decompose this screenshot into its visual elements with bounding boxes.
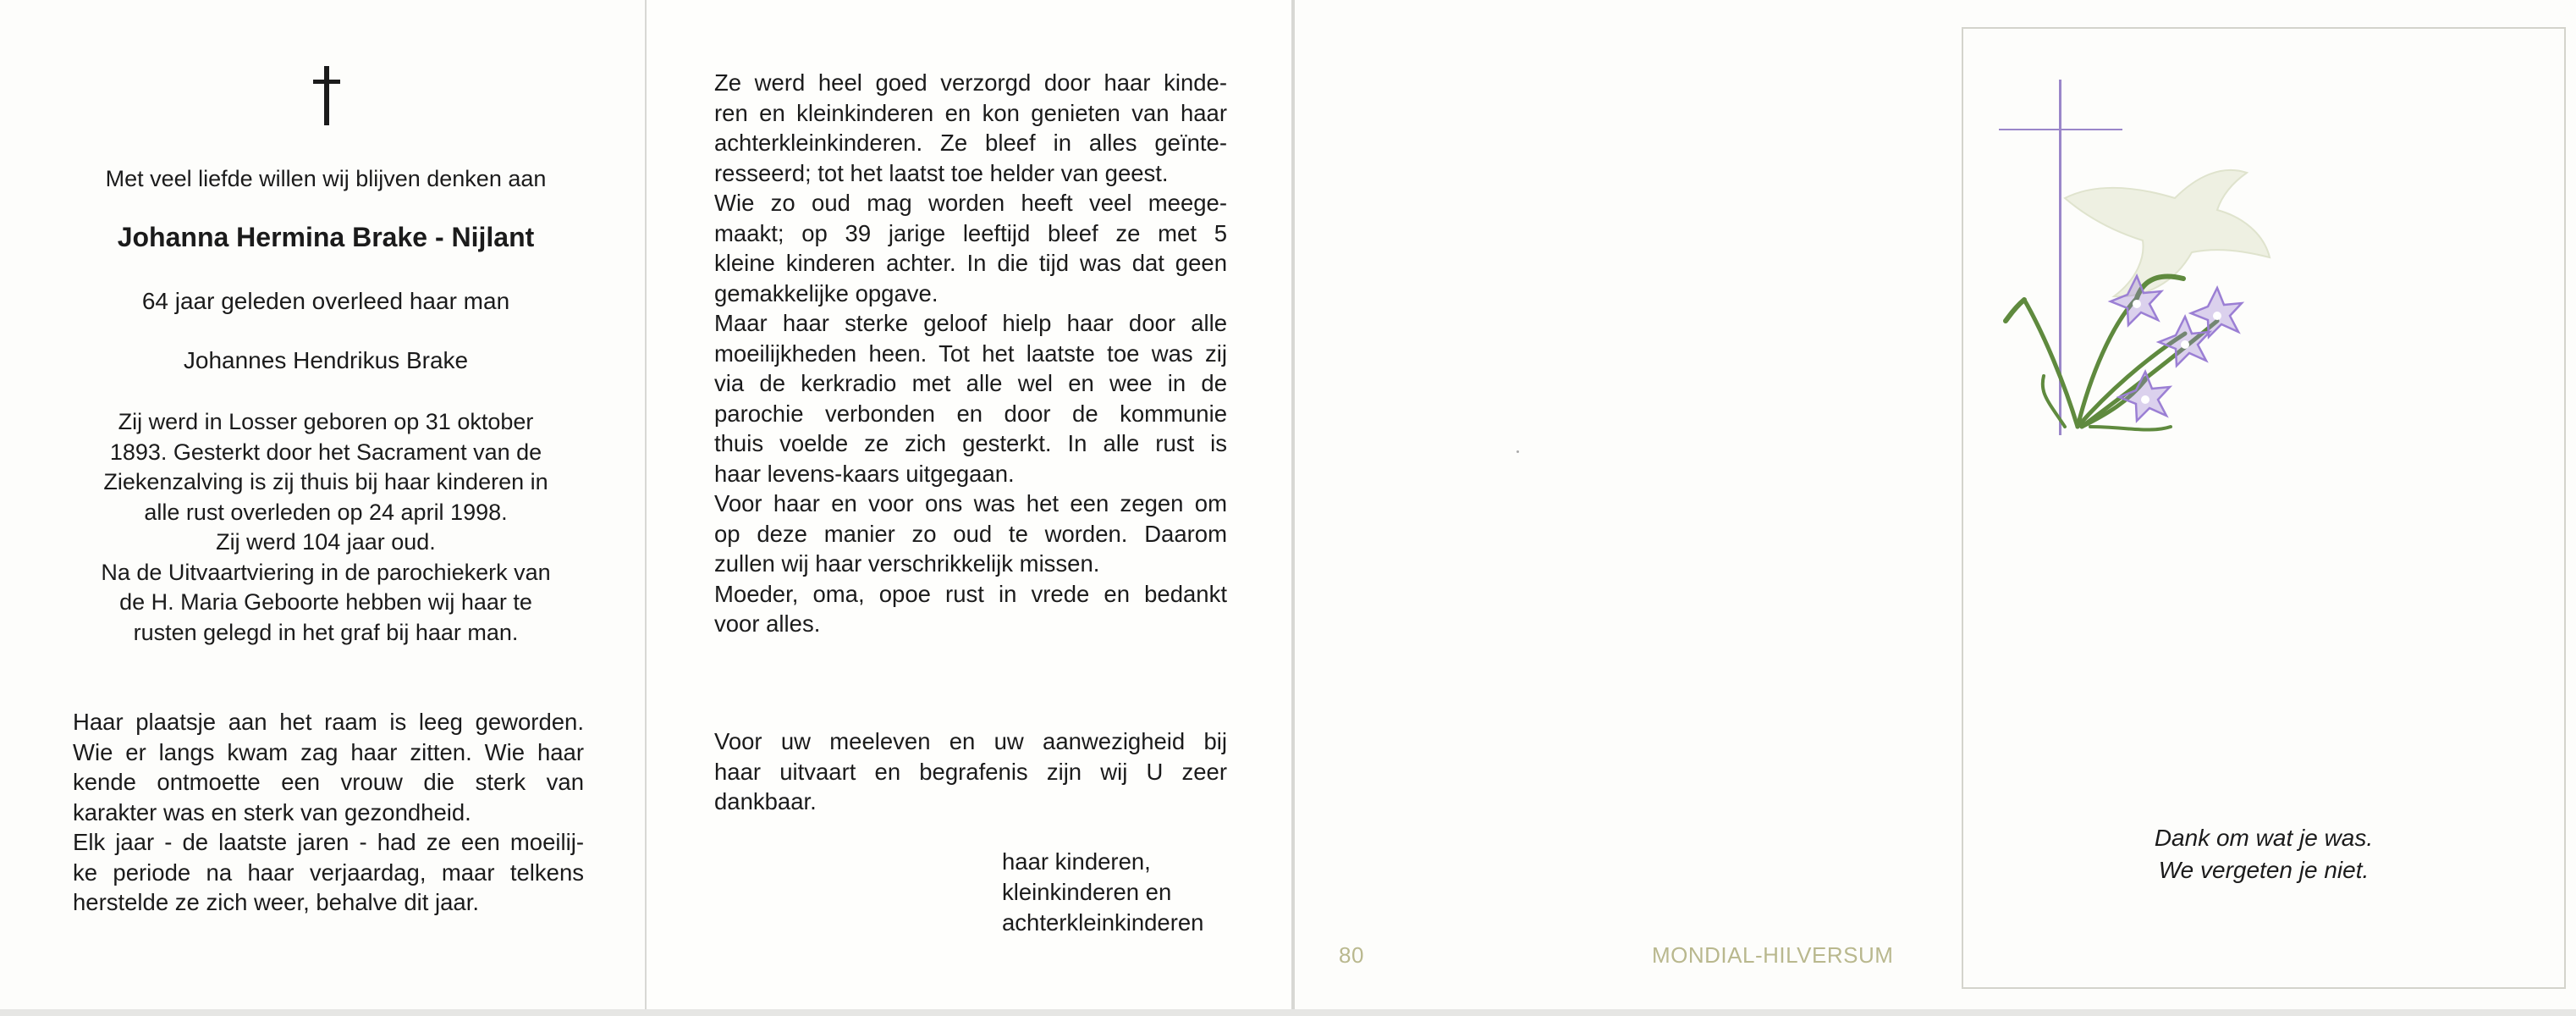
story-line: achterkleinkinderen. Ze bleef in alles geïnte- [714, 130, 1227, 156]
right-page [1295, 0, 2576, 1009]
story-line: Maar haar sterke geloof hielp haar door alle [714, 310, 1227, 336]
poem-line: Haar plaatsje aan het raam is leeg geworden. [73, 709, 584, 735]
bio-line: Zij werd 104 jaar oud. [216, 529, 436, 555]
signature [1002, 847, 1203, 938]
flower-icons [2111, 276, 2242, 421]
husband-intro: 64 jaar geleden overleed haar man [141, 288, 510, 314]
biography [59, 407, 592, 648]
cross-icon [310, 66, 344, 125]
story-line: kleine kinderen achter. In die tijd was dat geen [714, 250, 1227, 276]
bio-line: Zij werd in Losser geboren op 31 oktober [118, 409, 534, 434]
bio-line: 1893. Gesterkt door het Sacrament van de [109, 439, 542, 465]
story-line: ren en kleinkinderen en kon genieten van haar [714, 99, 1227, 126]
story-line: Ze werd heel goed verzorgd door haar kinde- [714, 69, 1227, 96]
poem-line: karakter was en sterk van gezondheid. [73, 798, 471, 826]
publisher-name: MONDIAL-HILVERSUM [1652, 942, 1894, 968]
deceased-name: Johanna Hermina Brake - Nijlant [117, 222, 535, 252]
story-line: Wie zo oud mag worden heeft veel meege- [714, 190, 1227, 216]
story-line: voor alles. [714, 610, 821, 637]
motto-line: Dank om wat je was. [2154, 825, 2374, 851]
left-page [0, 0, 645, 1009]
poem-line: Wie er langs kwam zag haar zitten. Wie haar [73, 738, 584, 765]
bio-line: alle rust overleden op 24 april 1998. [144, 499, 508, 525]
page-number: 80 [1339, 942, 1364, 968]
story-line: via de kerkradio met alle wel en wee in de [714, 370, 1227, 396]
poem-line: ke periode na haar verjaardag, maar telkens [73, 859, 584, 886]
story-line: maakt; op 39 jarige leeftijd bleef ze met 5 [714, 219, 1227, 246]
bio-line: Ziekenzalving is zij thuis bij haar kinderen in [103, 469, 548, 494]
story-line: gemakkelijke opgave. [714, 279, 938, 306]
story-line: resseerd; tot het laatst toe helder van geest. [714, 159, 1169, 186]
cross-flower-illustration [1963, 29, 2564, 469]
story-line: zullen wij haar verschrikkelijk missen. [714, 550, 1100, 577]
thanks-line: Voor uw meeleven en uw aanwezigheid bij [714, 728, 1227, 754]
signature-line: kleinkinderen en [1002, 879, 1172, 905]
motto [1963, 822, 2564, 886]
poem-line: kende ontmoette een vrouw die sterk van [73, 769, 584, 795]
husband-name: Johannes Hendrikus Brake [183, 347, 469, 373]
poem-line: Elk jaar - de laatste jaren - had ze een moeilij- [73, 829, 584, 855]
memorial-card [1962, 27, 2566, 989]
speck [1516, 450, 1519, 453]
story-line: haar levens-kaars uitgegaan. [714, 460, 1015, 487]
poem-paragraph [73, 707, 584, 918]
thanks-line: haar uitvaart en begrafenis zijn wij U zeer [714, 758, 1227, 785]
life-story [714, 68, 1227, 639]
bio-line: de H. Maria Geboorte hebben wij haar te [119, 589, 532, 615]
story-line: Moeder, oma, opoe rust in vrede en bedankt [714, 580, 1227, 607]
signature-line: haar kinderen, [1002, 848, 1151, 875]
story-line: Voor haar en voor ons was het een zegen om [714, 490, 1227, 516]
thanks-line: dankbaar. [714, 788, 817, 814]
story-line: parochie verbonden en door de kommunie [714, 400, 1227, 427]
signature-line: achterkleinkinderen [1002, 909, 1204, 936]
middle-page [647, 0, 1291, 1009]
motto-line: We vergeten je niet. [2158, 857, 2370, 883]
bio-line: rusten gelegd in het graf bij haar man. [133, 619, 519, 645]
thanks-paragraph [714, 726, 1227, 817]
story-line: moeilijkheden heen. Tot het laatste toe was zij [714, 340, 1227, 367]
bio-line: Na de Uitvaartviering in de parochiekerk van [101, 559, 551, 585]
poem-line: herstelde ze zich weer, behalve dit jaar. [73, 889, 480, 915]
intro-text: Met veel liefde willen wij blijven denken aan [105, 166, 547, 191]
story-line: thuis voelde ze zich gesterkt. In alle rust is [714, 430, 1227, 456]
story-line: op deze manier zo oud te worden. Daarom [714, 520, 1227, 547]
